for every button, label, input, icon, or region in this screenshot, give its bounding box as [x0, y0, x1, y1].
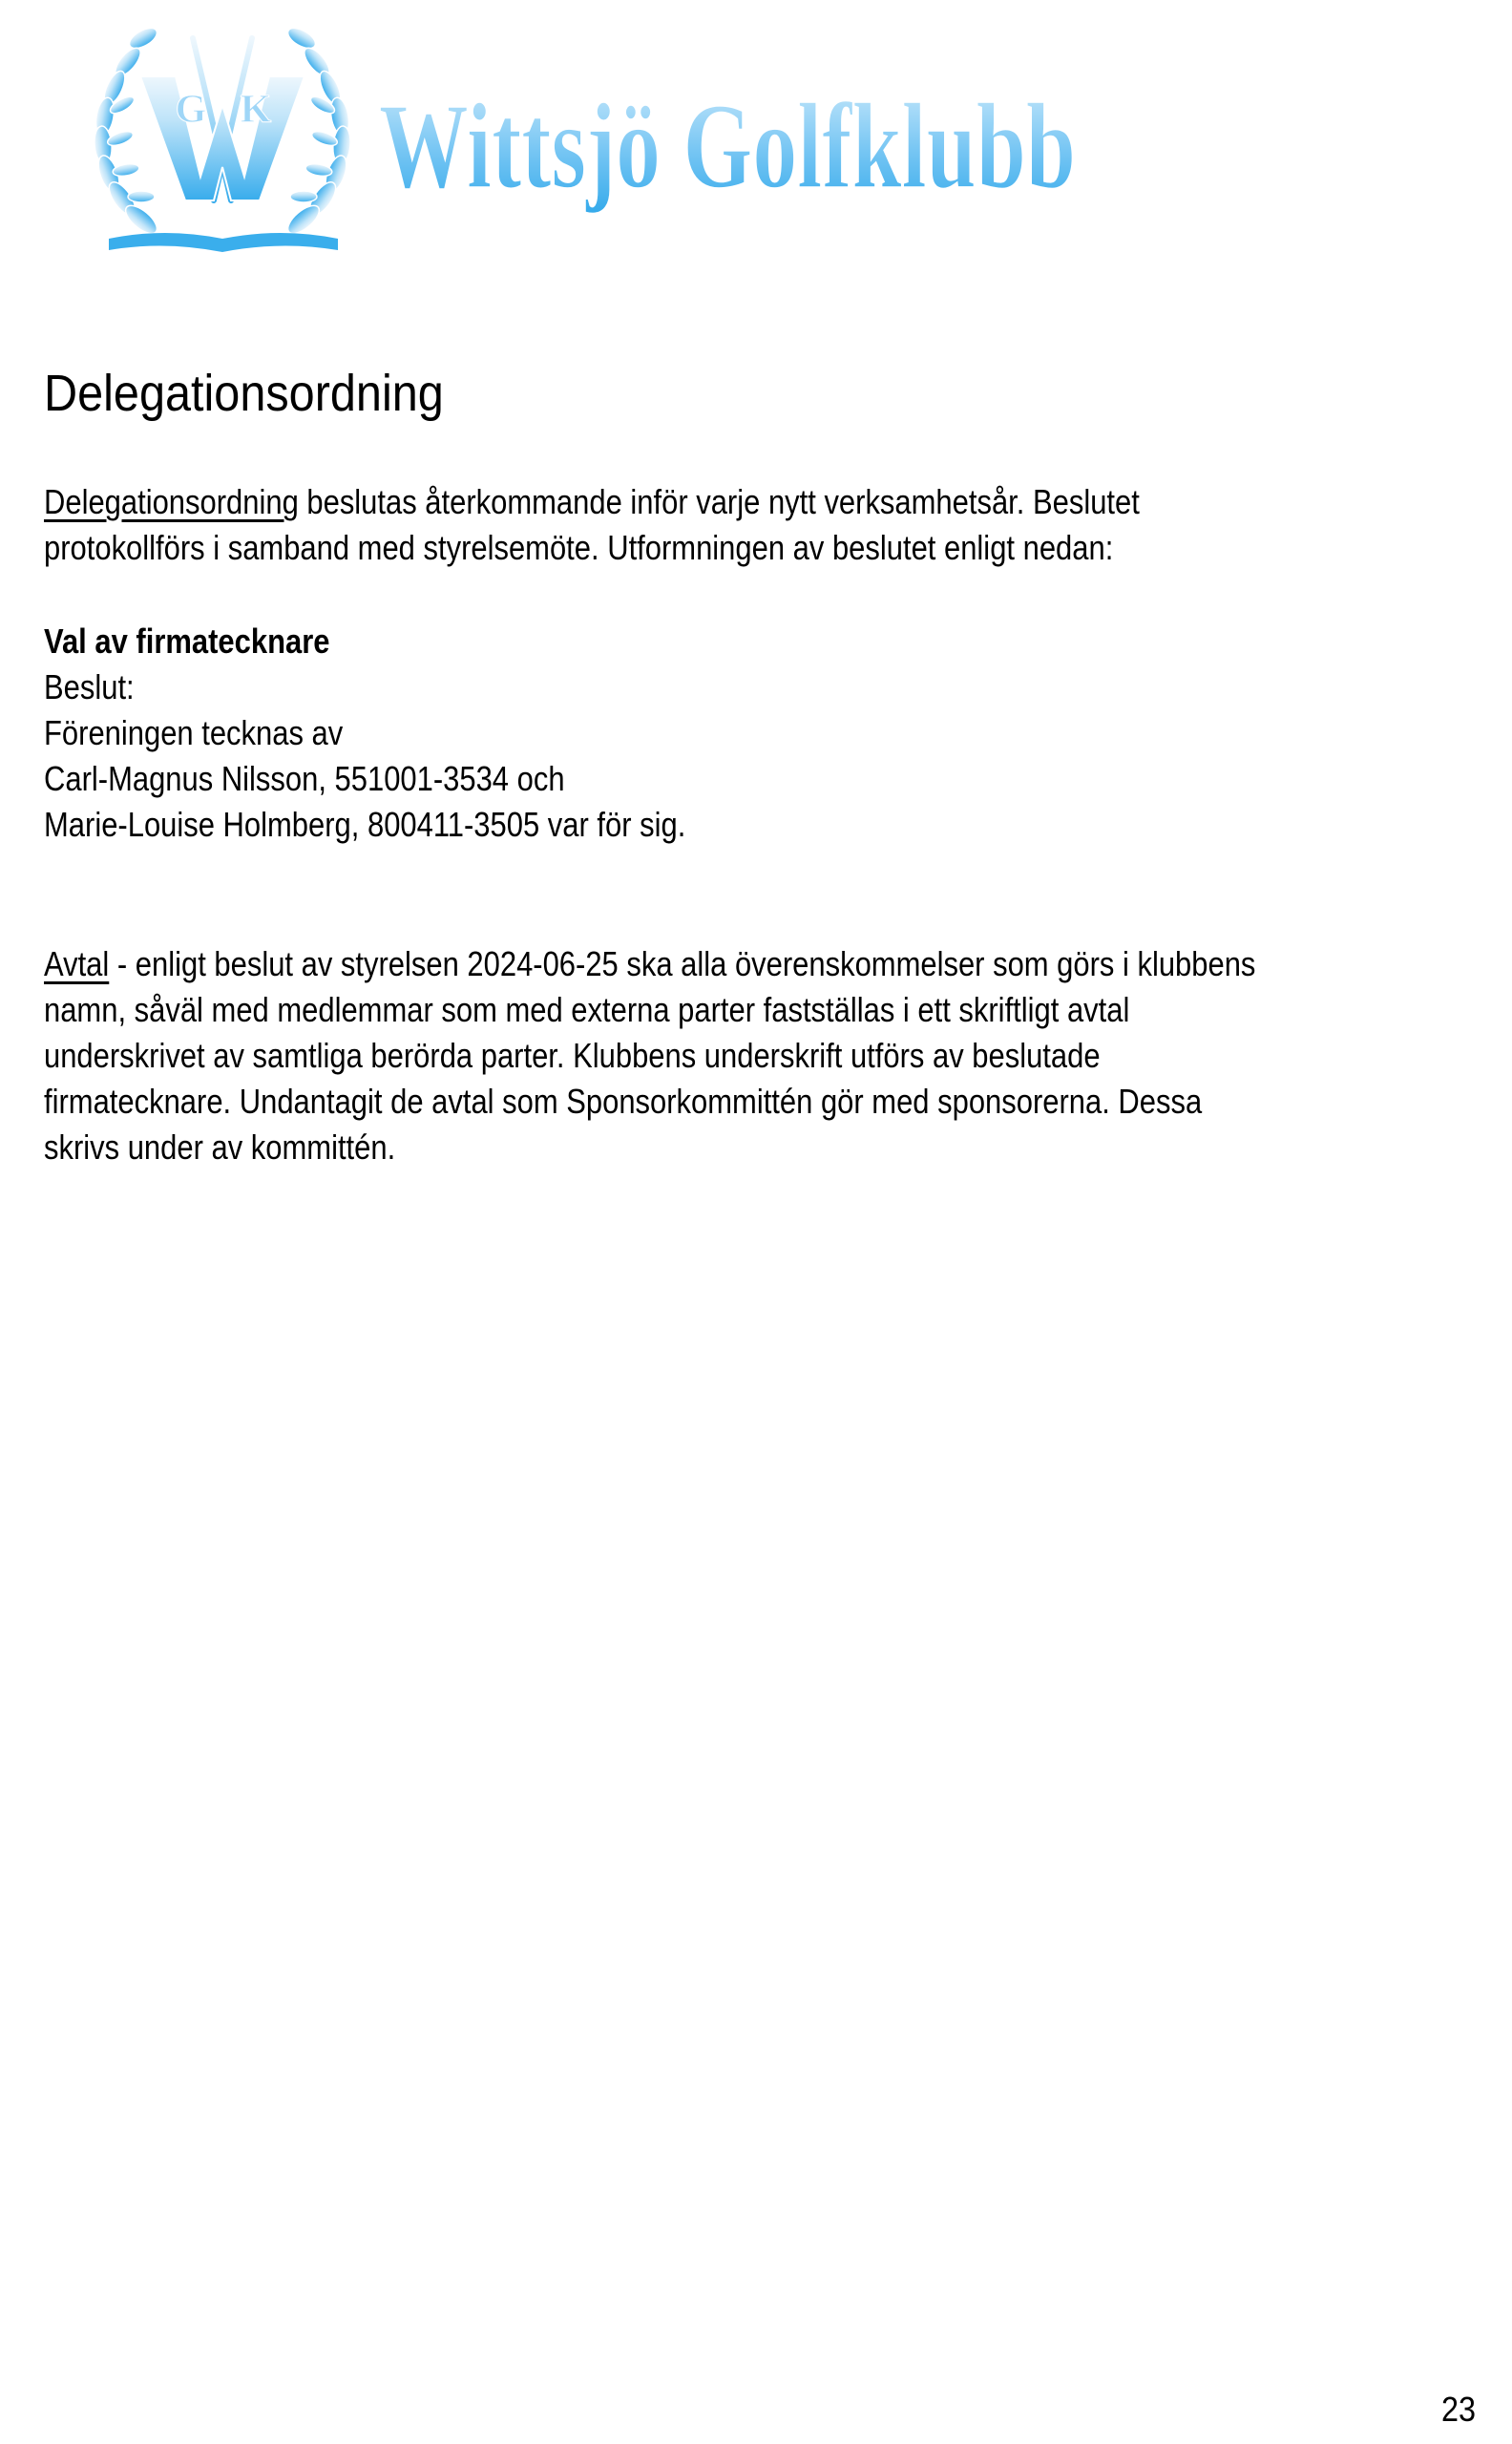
decision-label: Beslut:	[44, 667, 135, 706]
agreements-line: namn, såväl med medlemmar som med externa parter fastställas i ett skriftligt avtal	[44, 990, 1130, 1029]
agreements-line: skrivs under av kommittén.	[44, 1127, 396, 1167]
svg-text:K: K	[240, 88, 272, 132]
club-emblem-icon	[88, 10, 357, 260]
page-title: Delegationsordning	[44, 365, 444, 422]
svg-text:G: G	[175, 88, 207, 132]
signatory-line: Marie-Louise Holmberg, 800411-3505 var för sig.	[44, 805, 686, 844]
agreements-line: underskrivet av samtliga berörda parter. Klubbens underskrift utförs av beslutade	[44, 1036, 1101, 1075]
page-number: 23	[1440, 2390, 1476, 2429]
intro-paragraph	[44, 479, 1318, 571]
club-wordmark	[379, 65, 1104, 227]
intro-line-1	[44, 479, 1140, 525]
signatory-line: Carl-Magnus Nilsson, 551001-3534 och	[44, 759, 565, 798]
signatories-section	[44, 619, 790, 848]
delegationsordning-link[interactable]: Delegationsordning	[44, 482, 299, 521]
intro-line-2: protokollförs i samband med styrelsemöte. Utformningen av beslutet enligt nedan:	[44, 528, 1114, 567]
signatories-heading: Val av firmatecknare	[44, 622, 330, 661]
club-logo	[88, 10, 1100, 260]
agreements-line-1	[44, 941, 1255, 987]
agreements-line-1-text: - enligt beslut av styrelsen 2024-06-25 ska alla överenskommelser som görs i klubbens	[109, 944, 1256, 983]
intro-line-1-text: beslutas återkommande inför varje nytt verksamhetsår. Beslutet	[298, 482, 1140, 521]
wordmark-text: Wittsjö Golfklubb	[379, 78, 1076, 214]
agreements-line: firmatecknare. Undantagit de avtal som Sponsorkommittén gör med sponsorerna. Dessa	[44, 1082, 1203, 1121]
agreements-paragraph	[44, 941, 1453, 1170]
signatory-line: Föreningen tecknas av	[44, 713, 344, 752]
avtal-link[interactable]: Avtal	[44, 944, 110, 983]
